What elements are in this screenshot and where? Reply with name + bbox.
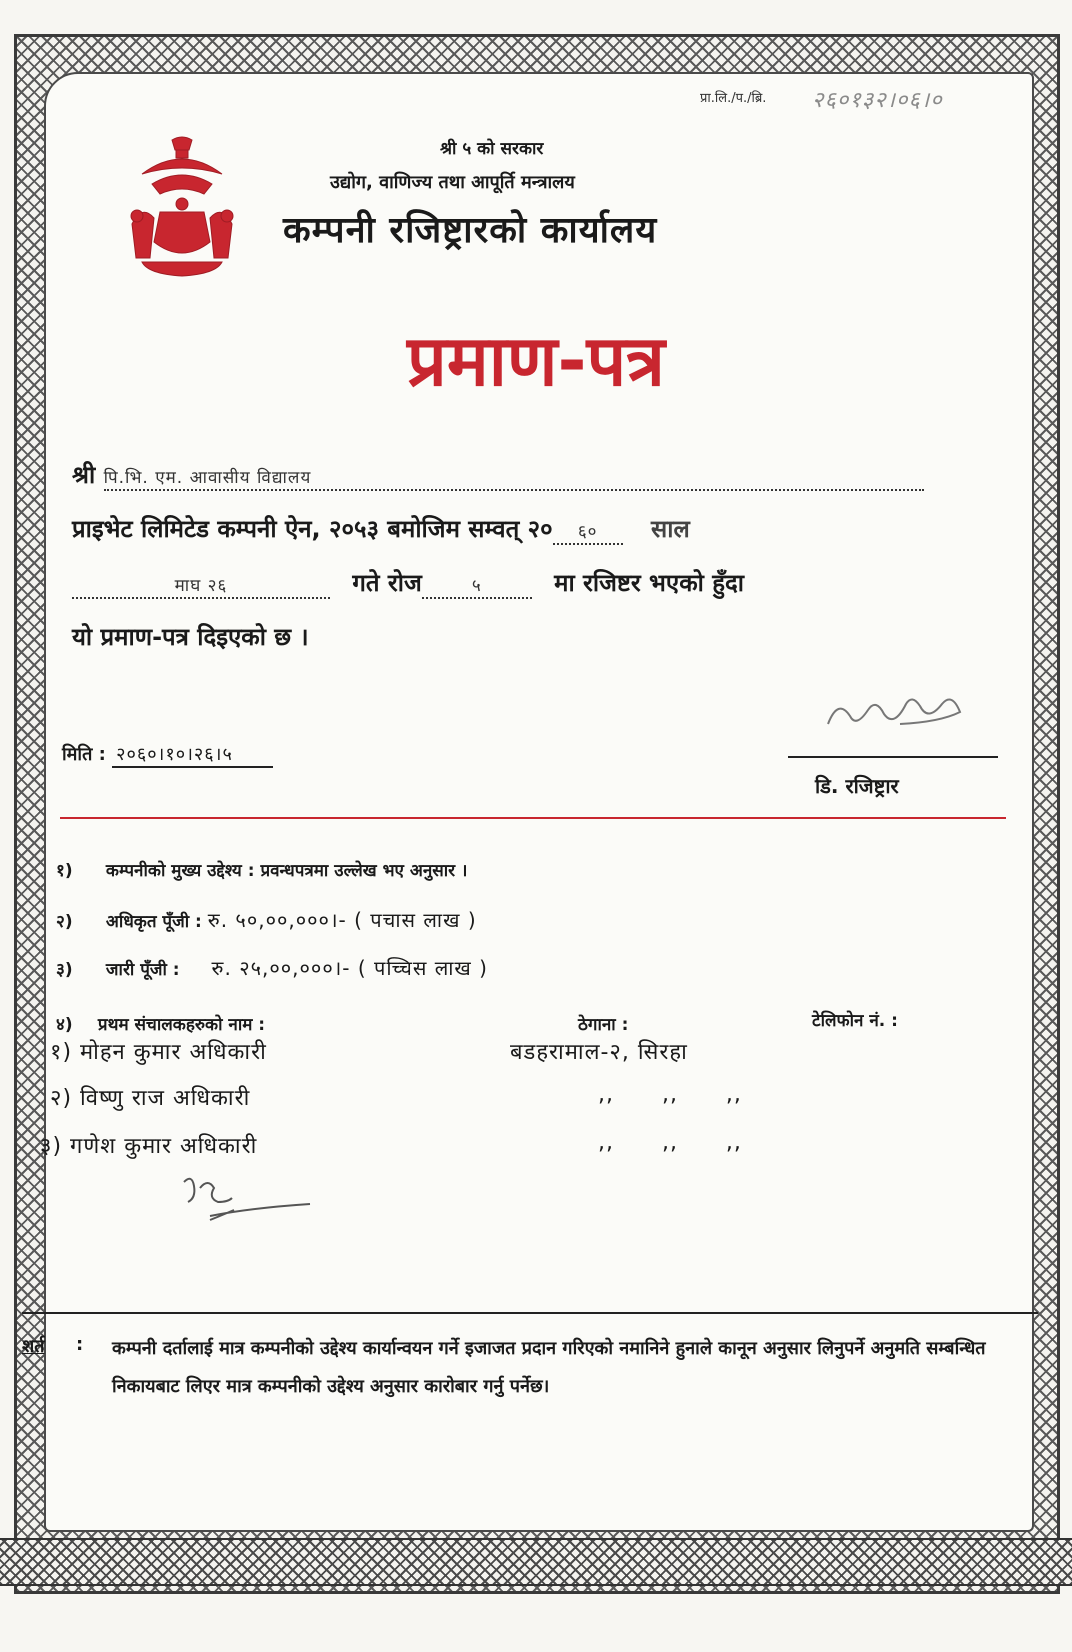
weekday-field (422, 569, 532, 599)
government-heading: श्री ५ को सरकार (440, 139, 544, 159)
director-name: ३) गणेश कुमार अधिकारी (40, 1134, 258, 1159)
issued-capital-row (56, 954, 488, 981)
act-text: प्राइभेट लिमिटेड कम्पनी ऐन, २०५३ बमोजिम सम्वत् २० (72, 515, 553, 543)
reference-label: प्रा.लि./प./ब्रि. (700, 91, 767, 106)
red-divider (60, 817, 1006, 819)
phone-header: टेलिफोन नं. : (812, 1011, 898, 1031)
item-number: २) (56, 912, 73, 932)
director-address: ,, ,, ,, (598, 1082, 742, 1107)
item-number: ३) (56, 960, 73, 980)
reference-number: २६०१३२।०६।० (812, 88, 943, 113)
item-label: कम्पनीको मुख्य उद्देश्य : (105, 861, 255, 881)
company-name-field (104, 461, 924, 491)
item-label: जारी पूँजी : (105, 960, 180, 980)
director-address: ,, ,, ,, (598, 1130, 742, 1155)
directors-name-header: प्रथम संचालकहरुको नाम : (97, 1015, 266, 1035)
issue-date (62, 742, 273, 768)
condition-text: कम्पनी दर्तालाई मात्र कम्पनीको उद्देश्य कार्यान्वयन गर्ने इजाजत प्रदान गरिएको नमानिने हुनाले कानून अनुसार लिनुपर्ने अनुमति सम्बन्धित निकायबाट लिएर मात्र कम्पनीको उद्देश्य अनुसार कारोबार गर्नु पर्नेछ। (112, 1338, 986, 1397)
bottom-decorative-band (0, 1538, 1072, 1586)
month-day-field (72, 569, 330, 599)
condition-divider (22, 1312, 1038, 1314)
item-value: रु. २५,००,०००।- ( पच्चिस लाख ) (211, 956, 488, 980)
certificate-title: प्रमाण-पत्र (407, 320, 665, 402)
item-value: रु. ५०,००,०००।- ( पचास लाख ) (207, 908, 477, 932)
ministry-heading: उद्योग, वाणिज्य तथा आपूर्ति मन्त्रालय (330, 172, 575, 193)
director-name: १) मोहन कुमार अधिकारी (50, 1040, 267, 1065)
shree-prefix: श्री (72, 461, 96, 489)
year-value: ६० (577, 522, 598, 542)
registered-text: मा रजिष्टर भएको हुँदा (554, 569, 744, 597)
directors-header (56, 1012, 265, 1035)
item-number: १) (56, 861, 73, 881)
body-line-1 (72, 458, 992, 491)
month-day-value: माघ २६ (174, 576, 228, 596)
saal-text: साल (651, 515, 690, 543)
address-header: ठेगाना : (578, 1015, 629, 1035)
nepal-emblem-icon (112, 134, 252, 284)
signature-line (788, 756, 998, 758)
condition-colon: : (76, 1334, 84, 1355)
initials-scribble-icon (170, 1168, 320, 1228)
authorized-capital-row (56, 906, 477, 933)
weekday-value: ५ (471, 576, 482, 596)
item-label: अधिकृत पूँजी : (105, 912, 202, 932)
registrar-title: डि. रजिष्ट्रार (815, 774, 899, 798)
office-heading: कम्पनी रजिष्ट्रारको कार्यालय (283, 210, 658, 251)
registrar-signature-icon (820, 690, 980, 740)
year-field (553, 515, 623, 545)
director-name: २) विष्णु राज अधिकारी (50, 1086, 251, 1111)
item-value: प्रवन्धपत्रमा उल्लेख भए अनुसार । (260, 861, 468, 881)
date-label: मिति : (62, 744, 106, 765)
company-name: पि.भि. एम. आवासीय विद्यालय (103, 468, 312, 488)
body-line-4: यो प्रमाण-पत्र दिइएको छ । (72, 623, 309, 651)
item-number: ४) (56, 1015, 73, 1035)
body-line-3 (72, 566, 744, 599)
objective-row (56, 858, 468, 881)
director-address: बडहरामाल-२, सिरहा (510, 1040, 688, 1065)
date-value: २०६०।१०।२६।५ (112, 742, 273, 768)
gate-text: गते रोज (352, 569, 422, 597)
condition-label: शर्त (22, 1336, 45, 1357)
body-line-2 (72, 512, 690, 545)
